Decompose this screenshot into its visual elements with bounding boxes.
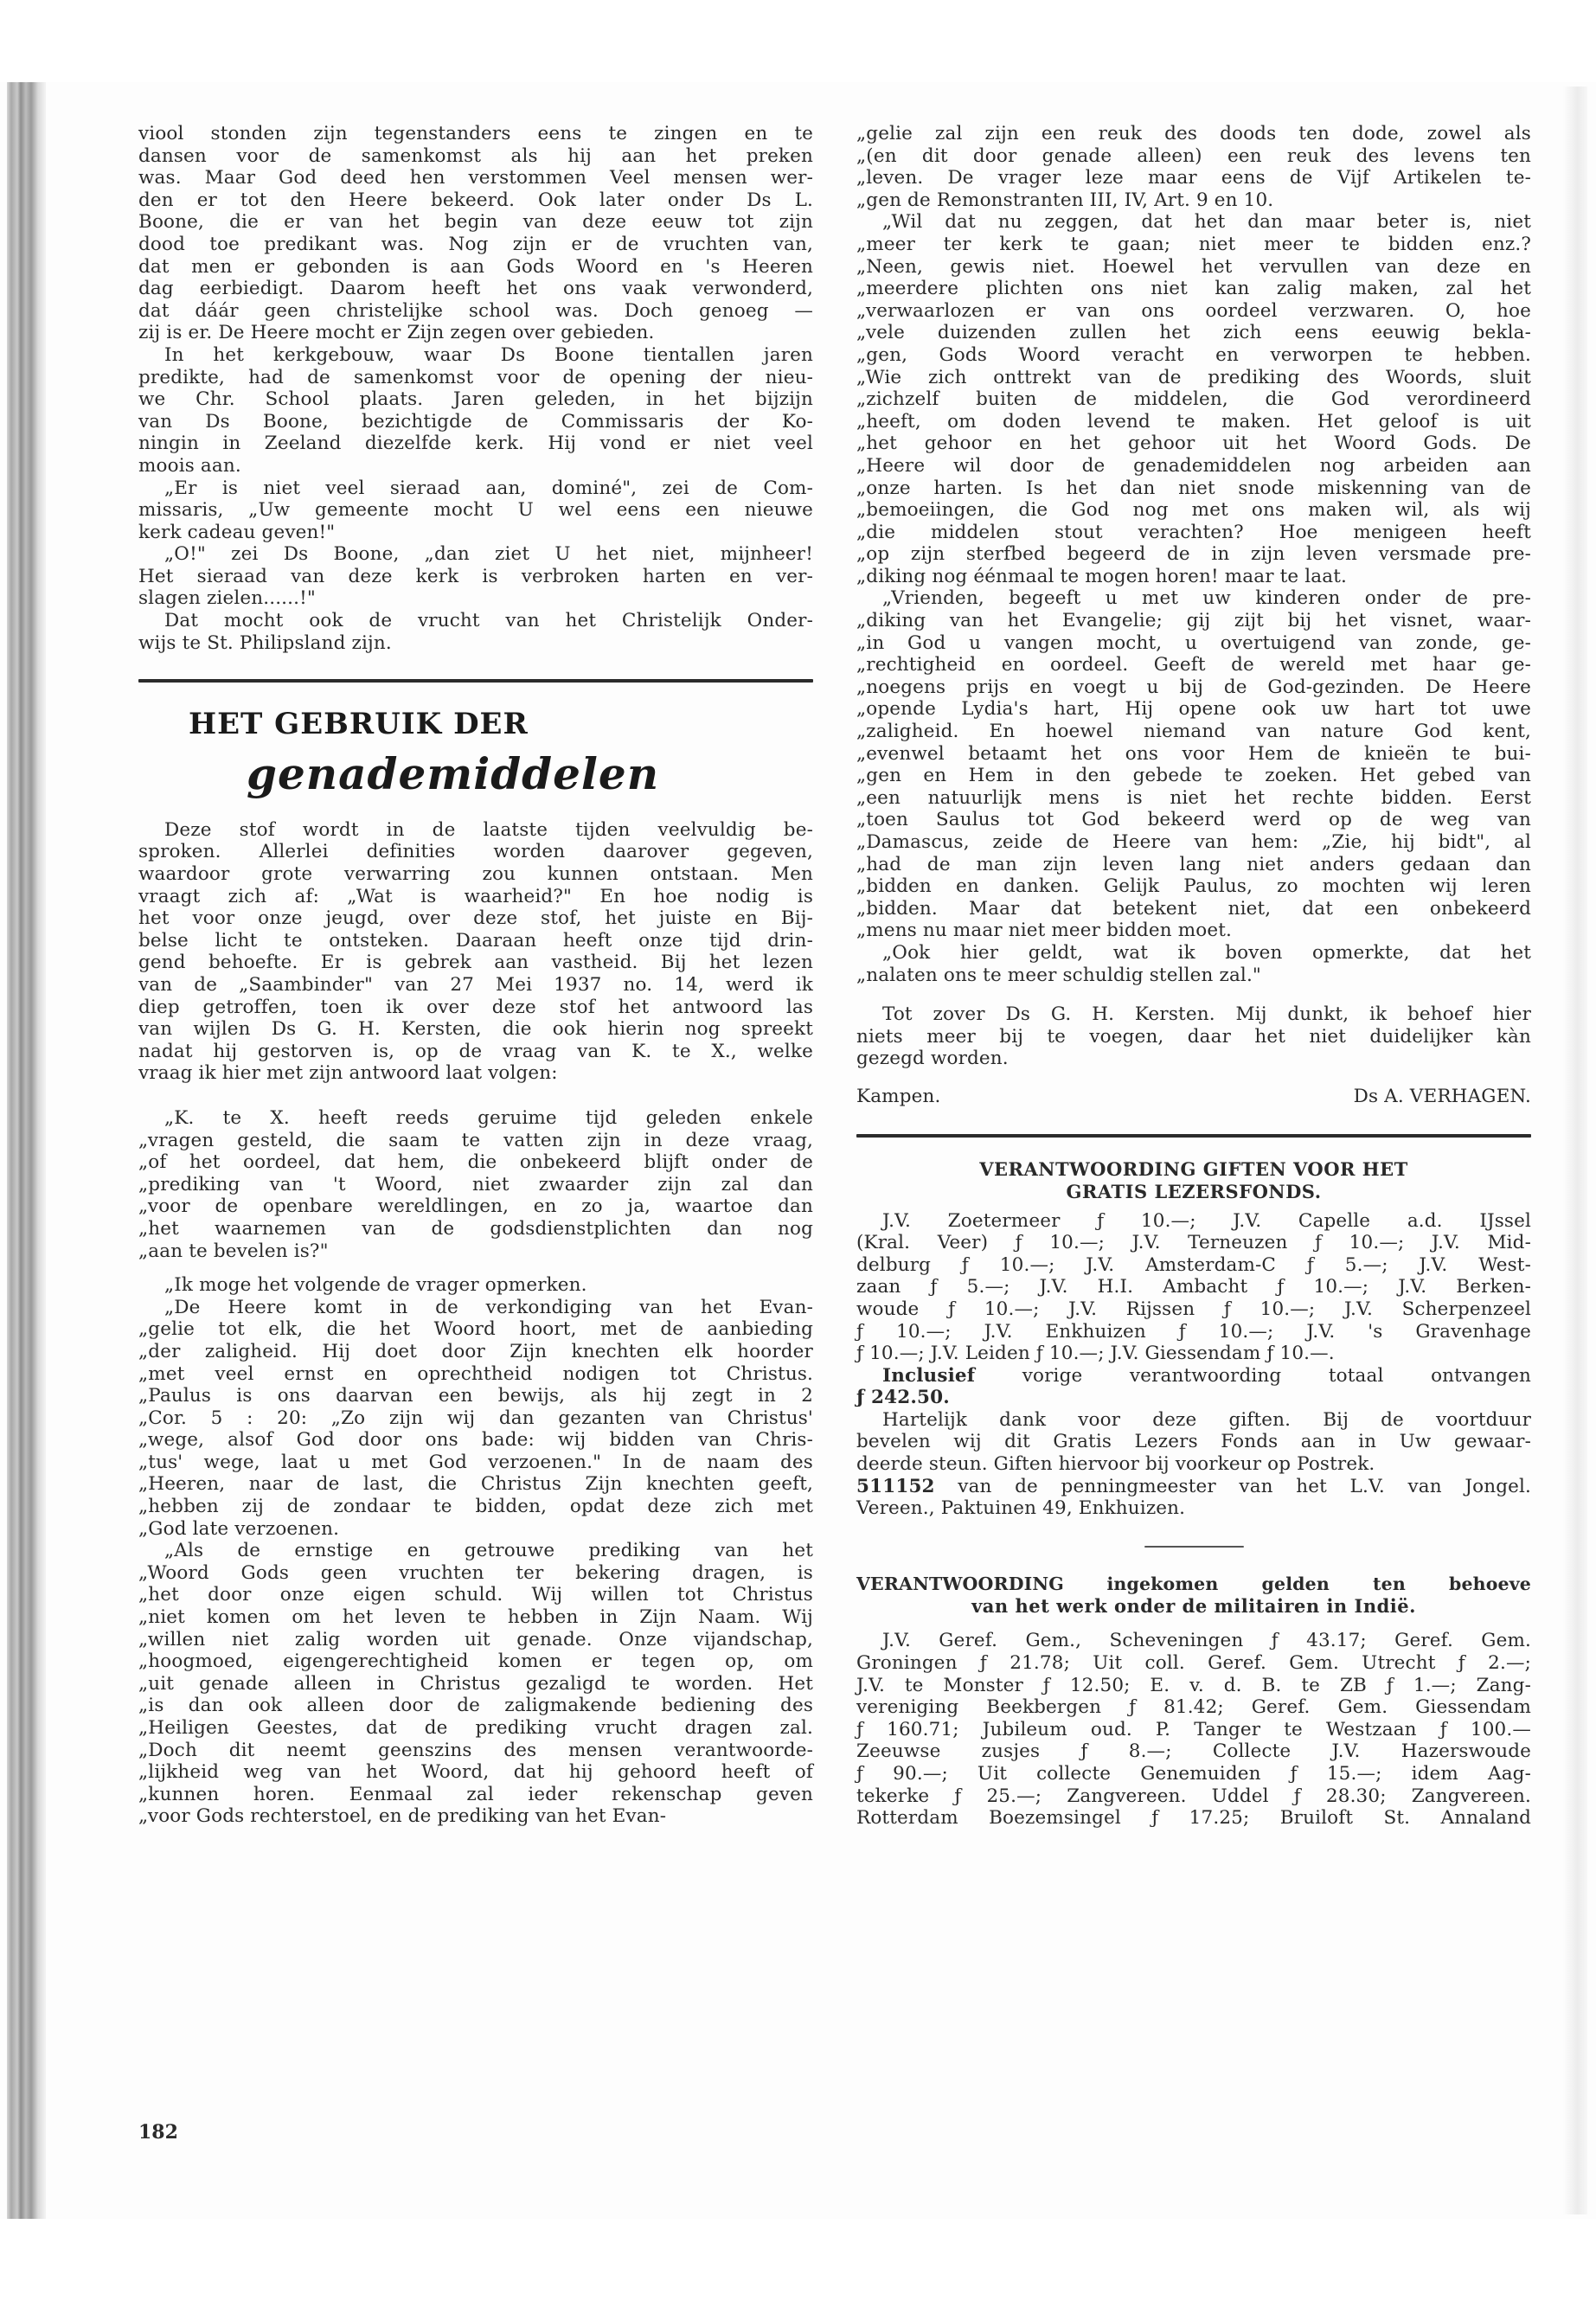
text-line: „een natuurlijk mens is niet het rechte bidden. Eerst (856, 786, 1531, 809)
text-line: „prediking van 't Woord, niet zwaarder zijn zal dan (138, 1173, 813, 1195)
text-line: „bemoeiingen, die God nog met ons maken wil, als wij (856, 499, 1531, 522)
paragraph-o (138, 543, 813, 610)
gifts-account-number: 511152 (856, 1475, 935, 1497)
text-line: In het kerkgebouw, waar Ds Boone tientallen jaren (164, 343, 813, 366)
military-title-bold: VERANTWOORDING (856, 1573, 1064, 1594)
page-edge-shadow (1563, 87, 1587, 2214)
text-line: „nalaten ons te meer schuldig stellen zal." (856, 964, 1261, 986)
text-line: „zaligheid. En hoewel niemand van nature God kent, (856, 721, 1531, 743)
book-binding-edge (7, 82, 46, 2219)
gifts-total-amount: ƒ 242.50. (856, 1387, 950, 1409)
text-line: „willen niet zalig worden uit genade. Onze vijandschap, (138, 1628, 813, 1650)
article-question-paragraph (138, 1107, 813, 1262)
gifts-donations-list (856, 1210, 1531, 1365)
text-line: „Heeren, naar de last, die Christus Zijn knechten geeft, (138, 1473, 813, 1496)
text-line: „lijkheid weg van het Woord, dat hij gehoord heeft of (138, 1761, 813, 1784)
text-line: „aan te bevelen is?" (138, 1240, 329, 1262)
text-line: vraagt zich af: „Wat is waarheid?" En hoe nodig is (138, 885, 813, 907)
text-line: „Heiligen Geestes, dat de prediking vrucht dragen zal. (138, 1717, 813, 1739)
text-line: delburg ƒ 10.—; J.V. Amsterdam-C ƒ 5.—; J.V. West- (856, 1253, 1531, 1276)
article-intro-paragraph (138, 819, 813, 1085)
text-line: Boone, die er van het begin van deze eeuw tot zijn (138, 211, 813, 234)
text-line: viool stonden zijn tegenstanders eens te zingen en te (138, 123, 813, 144)
text-line: „Damascus, zeide de Heere van hem: „Zie, hij bidt", al (856, 831, 1531, 853)
text-line: Tot zover Ds G. H. Kersten. Mij dunkt, ik behoef hier (882, 1003, 1531, 1026)
text-line: „bidden en danken. Gelijk Paulus, zo mochten wij leren (856, 875, 1531, 898)
text-line: (Kral. Veer) ƒ 10.—; J.V. Terneuzen ƒ 10.—; J.V. Mid- (856, 1232, 1531, 1254)
text-line: „(en dit door genade alleen) een reuk des levens ten (856, 144, 1531, 167)
text-line: missaris, „Uw gemeente mocht U wel eens een nieuwe (138, 499, 813, 522)
text-line: „Wie zich onttrekt van de prediking des Woords, sluit (856, 366, 1531, 388)
text-line: van Ds Boone, bezichtigde de Commissaris der Ko- (138, 410, 813, 433)
text-line: „op zijn sterfbed begeerd de in zijn leven versmade pre- (856, 543, 1531, 566)
text-line: „niet komen om het leven te hebben in Zijn Naam. Wij (138, 1606, 813, 1629)
gifts-account-text: van de penningmeester van het L.V. van Jongel. (958, 1475, 1531, 1497)
text-line: „opende Lydia's hart, Hij opene ook uw hart tot uwe (856, 698, 1531, 721)
text-line: van wijlen Ds G. H. Kersten, die ook hierin nog spreekt (138, 1018, 813, 1041)
text-line: „voor Gods rechterstoel, en de prediking van het Evan- (138, 1805, 667, 1828)
text-line: „onze harten. Is het dan niet snode miskenning van de (856, 477, 1531, 499)
text-line: „rechtigheid en oordeel. Geeft de wereld met haar ge- (856, 654, 1531, 676)
text-line: vereniging Beekbergen ƒ 81.42; Geref. Gem. Giessendam (856, 1696, 1531, 1719)
paragraph-ook (856, 942, 1531, 986)
text-line: „die middelen stout verachten? Hoe menigeen heeft (856, 521, 1531, 543)
gifts-total-bold: Inclusief (882, 1364, 976, 1387)
text-line: zij is er. De Heere mocht er Zijn zegen over gebieden. (138, 322, 655, 344)
text-line: moois aan. (138, 454, 241, 477)
text-line: „vragen gesteld, die saam te vatten zijn in deze vraag, (138, 1129, 813, 1151)
text-line: „K. te X. heeft reeds geruime tijd geleden enkele (164, 1106, 813, 1129)
text-line: tekerke ƒ 25.—; Zangvereen. Uddel ƒ 28.30; Zangvereen. (856, 1785, 1531, 1807)
text-line: wijs te St. Philipsland zijn. (138, 631, 392, 654)
text-line: „Ook hier geldt, wat ik boven opmerkte, dat het (882, 941, 1531, 964)
military-donations-list (856, 1630, 1531, 1829)
text-line: Rotterdam Boezemsingel ƒ 17.25; Bruiloft St. Annaland (856, 1807, 1531, 1830)
paragraph-kerkgebouw (138, 344, 813, 478)
gifts-title-line1: VERANTWOORDING GIFTEN VOOR HET (979, 1157, 1408, 1180)
gifts-thanks (856, 1409, 1531, 1476)
text-line: niets meer bij te voegen, daar het niet duidelijker kàn (856, 1025, 1531, 1048)
text-line: sproken. Allerlei definities worden daarover gegeven, (138, 841, 813, 863)
text-line: dood toe predikant was. Nog zijn er de vruchten van, (138, 233, 813, 255)
gifts-account-line (856, 1476, 1531, 1498)
text-line: Hartelijk dank voor deze giften. Bij de voortduur (882, 1408, 1531, 1431)
text-line: gend behoefte. Er is gebrek aan vastheid. Bij het lezen (138, 952, 813, 974)
text-line: Deze stof wordt in de laatste tijden veelvuldig be- (164, 818, 813, 841)
text-line: diep getroffen, toen ik over deze stof het antwoord las (138, 996, 813, 1018)
gifts-total-text: vorige verantwoording totaal ontvangen (1022, 1364, 1532, 1387)
text-line: „is dan ook alleen door de zaligmakende bediening des (138, 1695, 813, 1717)
text-line: vraag ik hier met zijn antwoord laat volgen: (138, 1062, 558, 1085)
text-line: „meerdere plichten ons niet kan zalig maken, zal het (856, 278, 1531, 300)
text-line: deerde steun. Giften hiervoor bij voorkeur op Postrek. (856, 1453, 1375, 1476)
text-line: „Als de ernstige en getrouwe prediking van het (164, 1540, 813, 1562)
text-line: „gelie tot elk, die het Woord hoort, met de aanbieding (138, 1318, 813, 1341)
text-line: dag eerbiedigt. Daarom heeft het ons vaak verwonderd, (138, 278, 813, 300)
text-line: „diking nog éénmaal te mogen horen! maar te laat. (856, 565, 1348, 587)
paragraph-tot-zover (856, 1003, 1531, 1070)
page-number: 182 (138, 2121, 178, 2144)
text-line: slagen zielen......!" (138, 587, 316, 610)
paragraph-wil (856, 211, 1531, 587)
text-line: dansen voor de samenkomst als hij aan het preken (138, 144, 813, 167)
text-line: „had de man zijn leven lang niet anders gedaan dan (856, 853, 1531, 875)
text-line: Het sieraad van deze kerk is verbroken harten en ver- (138, 565, 813, 587)
text-line: „tus' wege, laat u met God verzoenen." In de naam des (138, 1451, 813, 1473)
text-line: Groningen ƒ 21.78; Uit coll. Geref. Gem. Utrecht ƒ 2.—; (856, 1652, 1531, 1675)
text-line: ƒ 10.—; J.V. Leiden ƒ 10.—; J.V. Giessendam ƒ 10.—. (856, 1343, 1335, 1365)
text-line: „zichzelf buiten de middelen, die God verordineerd (856, 388, 1531, 411)
text-line: „vele duizenden zullen het zich eens eeuwig bekla- (856, 322, 1531, 344)
text-line: „heeft, om doden levend te maken. Het geloof is uit (856, 410, 1531, 433)
paragraph-continued (856, 123, 1531, 211)
text-line: „Cor. 5 : 20: „Zo zijn wij dan gezanten van Christus' (138, 1407, 813, 1429)
gifts-total-line (856, 1365, 1531, 1388)
text-line: woude ƒ 10.—; J.V. Rijssen ƒ 10.—; J.V. Scherpenzeel (856, 1298, 1531, 1320)
text-line: „voor de openbare wereldlingen, en zo ja, waartoe dan (138, 1195, 813, 1218)
text-line: „toen Saulus tot God bekeerd werd op de weg van (856, 809, 1531, 831)
article-title-line1: HET GEBRUIK DER (189, 707, 529, 742)
short-divider (1144, 1546, 1244, 1548)
text-line: „in God u vangen mocht, u overtuigend van zonde, ge- (856, 631, 1531, 654)
text-line: „Heere wil door de genademiddelen nog arbeiden aan (856, 454, 1531, 477)
text-line: „kunnen horen. Eenmaal zal ieder rekenschap geven (138, 1783, 813, 1805)
gifts-address: Vereen., Paktuinen 49, Enkhuizen. (856, 1497, 1186, 1520)
left-column (138, 123, 813, 1828)
text-line: „O!" zei Ds Boone, „dan ziet U het niet, mijnheer! (164, 543, 813, 566)
text-line: van de „Saambinder" van 27 Mei 1937 no. 14, werd ik (138, 974, 813, 996)
text-line: gezegd worden. (856, 1048, 1009, 1070)
text-line: „Neen, gewis niet. Hoewel het vervullen van deze en (856, 255, 1531, 278)
text-line: het voor onze jeugd, over deze stof, het juiste en Bij- (138, 907, 813, 930)
text-line: „evenwel betaamt het ons voor Hem de knieën te bui- (856, 742, 1531, 765)
text-line: ƒ 160.71; Jubileum oud. P. Tanger te Westzaan ƒ 100.— (856, 1718, 1531, 1740)
text-line: we Chr. School plaats. Jaren geleden, in het bijzijn (138, 388, 813, 411)
text-line: „meer ter kerk te gaan; niet meer te bidden enz.? (856, 233, 1531, 255)
text-line: „het door onze eigen schuld. Wij willen tot Christus (138, 1584, 813, 1606)
text-line: „Woord Gods geen vruchten ter bekering dragen, is (138, 1561, 813, 1584)
military-title-rest: ingekomen gelden ten behoeve (1106, 1573, 1531, 1594)
text-line: „Paulus is ons daarvan een bewijs, als hij zegt in 2 (138, 1385, 813, 1407)
article-moge-paragraph (138, 1274, 813, 1297)
text-line: „verwaarlozen er van ons oordeel verzwaren. O, hoe (856, 299, 1531, 322)
text-line: „of het oordeel, dat hem, die onbekeerd blijft onder de (138, 1151, 813, 1174)
text-line: predikte, had de samenkomst voor de opening der nieu- (138, 366, 813, 388)
text-line: „der zaligheid. Hij doet door Zijn knechten elk hoorder (138, 1340, 813, 1362)
text-line: „diking van het Evangelie; gij zijt bij het visnet, waar- (856, 610, 1531, 632)
text-line: „het gehoor en het gehoor uit het Woord Gods. De (856, 433, 1531, 455)
text-line: „Er is niet veel sieraad aan, dominé", zei de Com- (164, 477, 813, 499)
text-line: ƒ 90.—; Uit collecte Genemuiden ƒ 15.—; idem Aag- (856, 1763, 1531, 1785)
text-line: Zeeuwse zusjes ƒ 8.—; Collecte J.V. Hazerswoude (856, 1740, 1531, 1763)
text-line: „Wil dat nu zeggen, dat het dan maar beter is, niet (882, 211, 1531, 234)
signature-place: Kampen. (856, 1085, 941, 1107)
text-line: „leven. De vrager leze maar eens de Vijf Artikelen te- (856, 167, 1531, 189)
right-column (856, 123, 1531, 1830)
text-line: bevelen wij dit Gratis Lezers Fonds aan in Uw gewaar- (856, 1431, 1531, 1453)
military-title-line2: van het werk onder de militairen in Indië. (971, 1595, 1416, 1618)
text-line: dat dáár geen christelijke school was. Doch genoeg — (138, 299, 813, 322)
text-line: „hoogmoed, eigengerechtigheid komen er tegen op, om (138, 1650, 813, 1673)
text-line: den er tot den Heere bekeerd. Ook later onder Ds L. (138, 189, 813, 211)
text-line: J.V. te Monster ƒ 12.50; E. v. d. B. te ZB ƒ 1.—; Zang- (856, 1674, 1531, 1696)
text-line: „hebben zij de zondaar te bidden, opdat deze zich met (138, 1496, 813, 1518)
text-line: „De Heere komt in de verkondiging van het Evan- (164, 1296, 813, 1318)
text-line: „noegens prijs en voegt u bij de God-gezinden. De Heere (856, 676, 1531, 698)
text-line: „wege, alsof God door ons bade: wij bidden van Chris- (138, 1429, 813, 1452)
text-line: „God late verzoenen. (138, 1517, 340, 1540)
paragraph-vrucht (138, 610, 813, 654)
text-line: Dat mocht ook de vrucht van het Christelijk Onder- (164, 610, 813, 632)
text-line: ƒ 10.—; J.V. Enkhuizen ƒ 10.—; J.V. 's Gravenhage (856, 1320, 1531, 1343)
paragraph-vrienden (856, 587, 1531, 942)
article-als-paragraph (138, 1540, 813, 1828)
article-heere-komt-paragraph (138, 1297, 813, 1541)
text-line: „Vrienden, begeeft u met uw kinderen onder de pre- (882, 587, 1531, 610)
gifts-title-line2: GRATIS LEZERSFONDS. (1066, 1180, 1322, 1202)
text-line: kerk cadeau geven!" (138, 521, 336, 543)
text-line: „gelie zal zijn een reuk des doods ten dode, zowel als (856, 123, 1531, 144)
paragraph-sieraad (138, 478, 813, 544)
article-title-line2: genademiddelen (247, 747, 660, 799)
text-line: „gen de Remonstranten III, IV, Art. 9 en 10. (856, 189, 1274, 211)
text-line: zaan ƒ 5.—; J.V. H.I. Ambacht ƒ 10.—; J.V. Berken- (856, 1276, 1531, 1298)
text-line: „het waarnemen van de godsdienstplichten dan nog (138, 1217, 813, 1240)
signature (856, 1086, 1531, 1108)
text-line: was. Maar God deed hen verstommen Veel mensen wer- (138, 167, 813, 189)
military-title-line1 (856, 1574, 1531, 1596)
text-line: „bidden. Maar dat betekent niet, dat een onbekeerd (856, 897, 1531, 920)
text-line: J.V. Geref. Gem., Scheveningen ƒ 43.17; Geref. Gem. (882, 1630, 1531, 1652)
text-line: nadat hij gestorven is, op de vraag van K. te X., welke (138, 1040, 813, 1062)
text-line: belse licht te ontsteken. Daaraan heeft onze tijd drin- (138, 929, 813, 952)
text-line: ningin in Zeeland diezelfde kerk. Hij vond er niet veel (138, 433, 813, 455)
text-line: dat men er gebonden is aan Gods Woord en 's Heeren (138, 255, 813, 278)
text-line: „Ik moge het volgende de vrager opmerken. (164, 1274, 587, 1297)
text-line: „gen en Hem in den gebede te zoeken. Het gebed van (856, 765, 1531, 787)
signature-author: Ds A. VERHAGEN. (1353, 1085, 1531, 1107)
intro-paragraph (138, 123, 813, 344)
text-line: „gen, Gods Woord veracht en verworpen te hebben. (856, 343, 1531, 366)
text-line: „mens nu maar niet meer bidden moet. (856, 920, 1232, 942)
text-line: „Doch dit neemt geenszins des mensen verantwoorde- (138, 1739, 813, 1761)
text-line: „met veel ernst en oprechtheid nodigen tot Christus. (138, 1362, 813, 1385)
text-line: J.V. Zoetermeer ƒ 10.—; J.V. Capelle a.d. IJssel (882, 1209, 1531, 1232)
text-line: waardoor grote verwarring zou kunnen ontstaan. Men (138, 863, 813, 886)
text-line: „uit genade alleen in Christus gezaligd te worden. Het (138, 1672, 813, 1695)
